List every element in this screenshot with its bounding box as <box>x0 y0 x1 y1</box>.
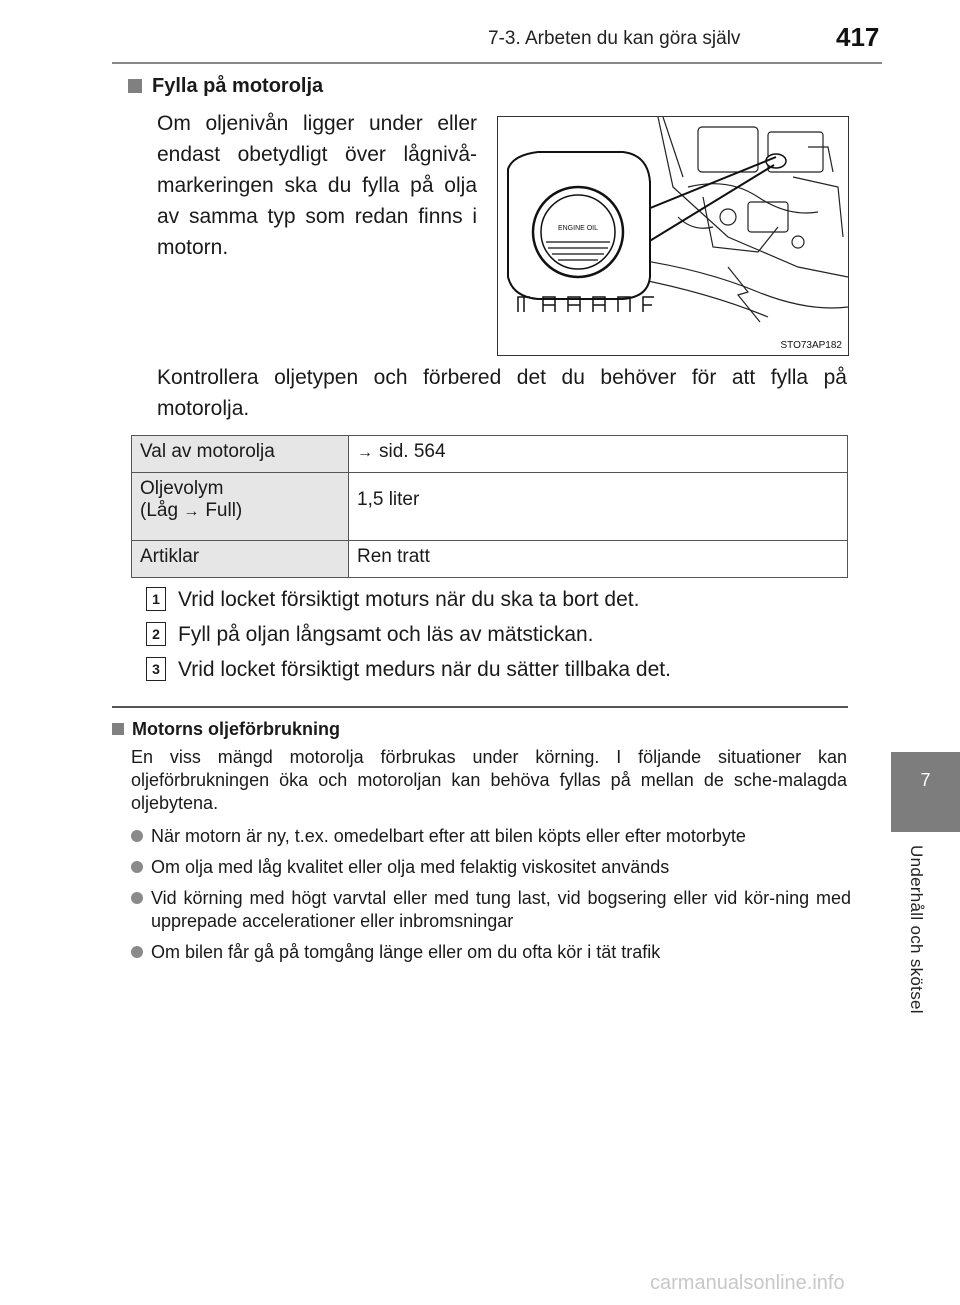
step-number: 2 <box>146 622 166 646</box>
table-value-cell <box>349 473 848 541</box>
step-number: 1 <box>146 587 166 611</box>
oil-consumption-paragraph: En viss mängd motorolja förbrukas under körning. I följande situationer kan oljeförbrukningen öka och motoroljan kan behöva fyllas på mellan de sche-malagda oljebytena. <box>131 747 847 813</box>
circle-bullet-icon <box>131 830 143 842</box>
cap-label: ENGINE OIL <box>557 225 599 232</box>
page-number: 417 <box>836 22 880 52</box>
section-heading-fill-oil <box>128 75 323 98</box>
oil-volume-low: (Låg <box>140 500 179 521</box>
section-divider <box>112 706 848 708</box>
watermark: carmanualsonline.info <box>650 1272 845 1294</box>
table-key-cell: Val av motorolja <box>132 436 349 473</box>
engine-oil-cap-figure <box>497 116 849 356</box>
table-key-cell: Artiklar <box>132 541 349 578</box>
list-item-text: Vid körning med högt varvtal eller med tung last, vid bogsering eller vid kör-ning med upprepade accelerationer eller inbromsningar <box>151 888 851 931</box>
step-item <box>146 622 594 647</box>
page-reference[interactable]: sid. 564 <box>379 441 446 462</box>
right-arrow-icon: → <box>357 444 373 461</box>
circle-bullet-icon <box>131 946 143 958</box>
bullet-list <box>131 825 851 972</box>
right-arrow-icon: → <box>183 503 200 520</box>
list-item <box>131 941 851 964</box>
list-item-text: Om olja med låg kvalitet eller olja med felaktig viskositet används <box>151 857 670 877</box>
section-heading-oil-consumption <box>112 719 340 740</box>
square-bullet-icon <box>128 79 142 93</box>
chapter-title-vertical: Underhåll och skötsel <box>907 845 926 1014</box>
oil-volume-full: Full) <box>205 500 243 521</box>
section-heading-text: Motorns oljeförbrukning <box>132 719 340 739</box>
table-value-cell: Ren tratt <box>349 541 848 578</box>
intro-paragraph: Om oljenivån ligger under eller endast obetydligt över lågnivå-markeringen ska du fylla på olja av samma typ som redan finns i motorn. <box>157 112 477 259</box>
running-header-section: 7-3. Arbeten du kan göra själv <box>488 28 741 49</box>
step-item <box>146 587 639 612</box>
header-divider <box>112 62 882 64</box>
prepare-paragraph: Kontrollera oljetypen och förbered det du behöver för att fylla på motorolja. <box>157 366 847 420</box>
oil-fill-table <box>131 435 848 578</box>
engine-bay-illustration <box>498 117 848 355</box>
circle-bullet-icon <box>131 861 143 873</box>
table-key-cell <box>132 473 349 541</box>
step-text: Vrid locket försiktigt medurs när du sätter tillbaka det. <box>178 658 671 681</box>
chapter-tab <box>891 752 960 832</box>
step-text: Fyll på oljan långsamt och läs av mätstickan. <box>178 623 594 646</box>
figure-code: STO73AP182 <box>780 340 842 351</box>
table-row <box>132 473 848 541</box>
step-item <box>146 657 671 682</box>
list-item <box>131 887 851 933</box>
list-item-text: Om bilen får gå på tomgång länge eller om du ofta kör i tät trafik <box>151 942 661 962</box>
table-row <box>132 541 848 578</box>
step-number: 3 <box>146 657 166 681</box>
table-row <box>132 436 848 473</box>
list-item <box>131 825 851 848</box>
oil-volume-label: Oljevolym <box>140 478 224 499</box>
table-value-cell <box>349 436 848 473</box>
circle-bullet-icon <box>131 892 143 904</box>
list-item-text: När motorn är ny, t.ex. omedelbart efter att bilen köpts eller efter motorbyte <box>151 826 746 846</box>
oil-volume-value: 1,5 liter <box>357 489 420 510</box>
chapter-number: 7 <box>920 770 931 790</box>
section-heading-text: Fylla på motorolja <box>152 75 324 97</box>
square-bullet-icon <box>112 723 124 735</box>
step-text: Vrid locket försiktigt moturs när du ska ta bort det. <box>178 588 640 611</box>
list-item <box>131 856 851 879</box>
